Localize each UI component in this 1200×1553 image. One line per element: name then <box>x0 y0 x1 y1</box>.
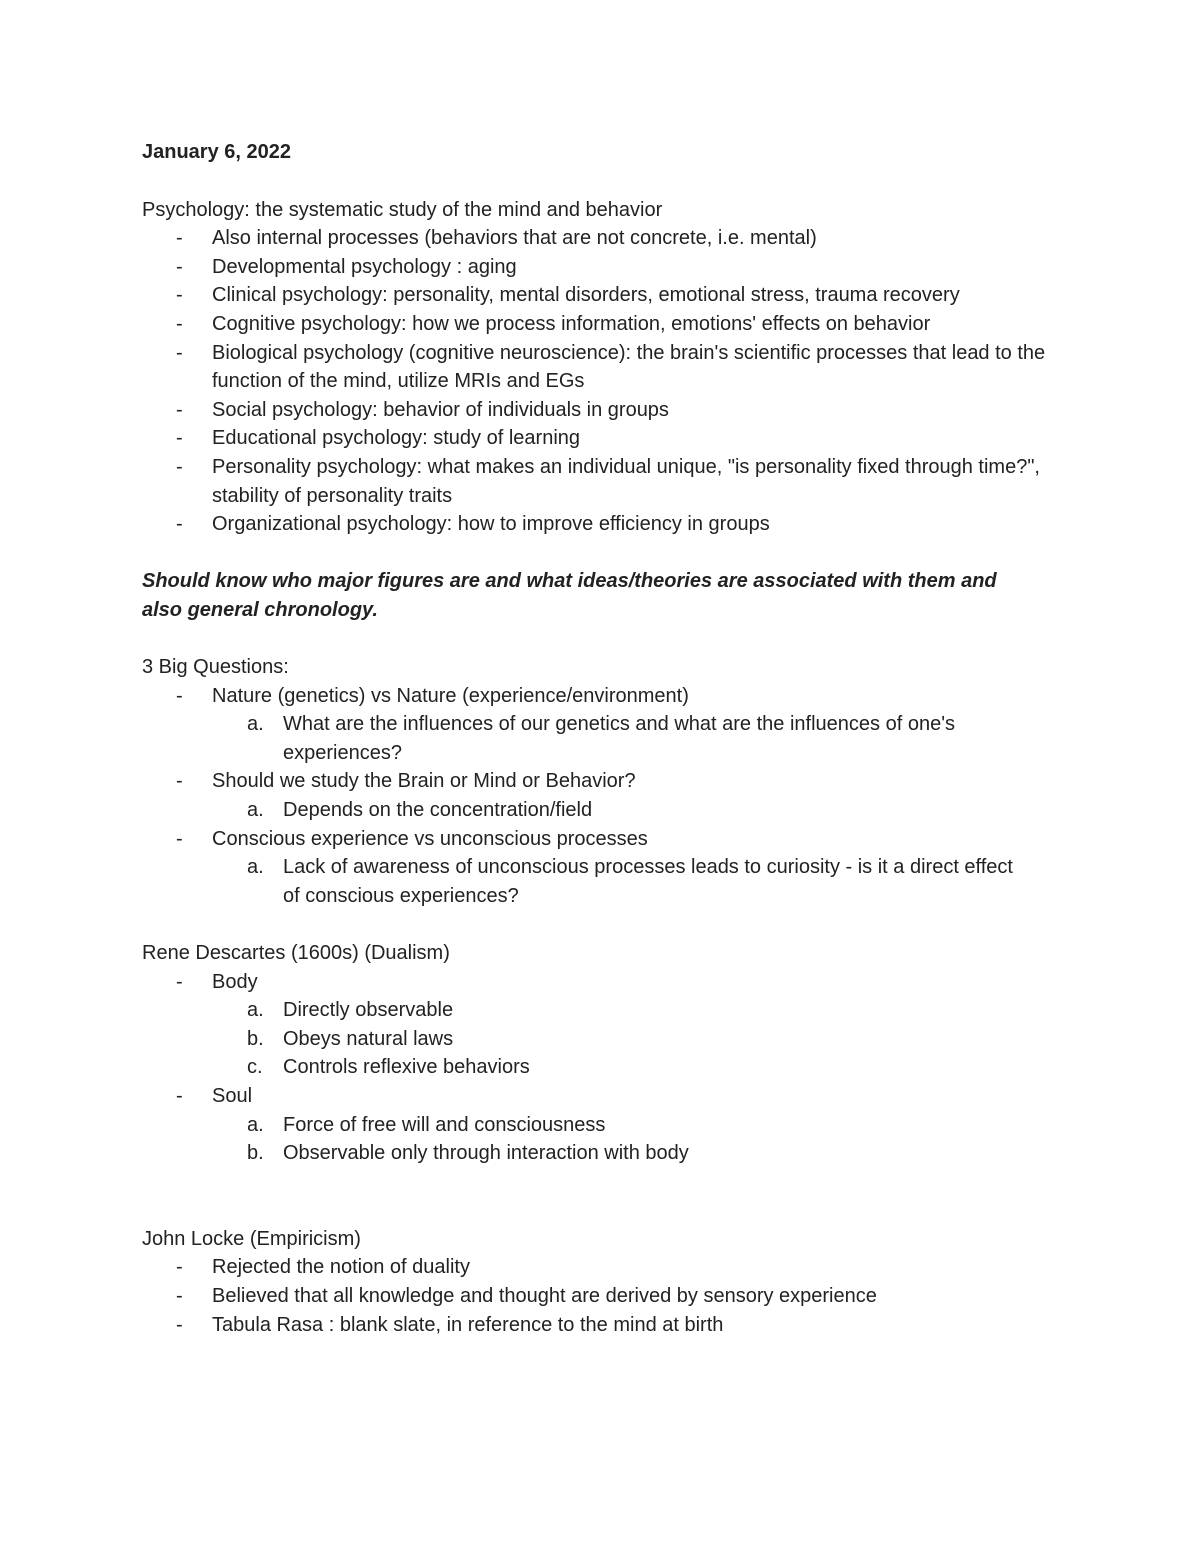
list-item-text: Biological psychology (cognitive neuroscience): the brain's scientific processes that lead to the function of the mind, utilize MRIs and EGs <box>212 341 1046 393</box>
locke-list <box>142 1253 1102 1339</box>
list-item <box>142 224 1102 253</box>
list-item-text: Educational psychology: study of learning <box>212 427 581 450</box>
sub-marker: b. <box>247 1142 264 1165</box>
sub-list-item <box>142 710 1023 767</box>
sub-list-item <box>142 1025 1102 1054</box>
descartes-list <box>142 968 1102 1168</box>
sub-list <box>142 1111 1102 1168</box>
list-item <box>142 682 1102 768</box>
list-item-text: Social psychology: behavior of individuals in groups <box>212 398 669 421</box>
dash-bullet: - <box>176 398 183 421</box>
list-item-text: Soul <box>212 1085 253 1107</box>
dash-bullet: - <box>176 284 183 307</box>
sub-item-text: Observable only through interaction with body <box>283 1142 689 1165</box>
sub-list-item <box>142 796 1102 825</box>
descartes-heading: Rene Descartes (1600s) (Dualism) <box>142 942 450 965</box>
sub-item-text: Directly observable <box>283 999 454 1022</box>
sub-marker: c. <box>247 1056 263 1079</box>
dash-bullet: - <box>176 827 183 850</box>
sub-marker: a. <box>247 999 264 1022</box>
psychology-list <box>142 224 1102 539</box>
list-item-text: Personality psychology: what makes an individual unique, "is personality fixed through time?", stability of personality traits <box>212 455 1040 507</box>
big-questions-list <box>142 682 1102 911</box>
list-item-text: Cognitive psychology: how we process information, emotions' effects on behavior <box>212 312 931 335</box>
sub-item-text: Controls reflexive behaviors <box>283 1056 530 1079</box>
dash-bullet: - <box>176 455 183 478</box>
dash-bullet: - <box>176 427 183 450</box>
sub-list-item <box>142 1053 1102 1082</box>
sub-list-item <box>142 1111 1102 1140</box>
list-item <box>142 339 1052 396</box>
sub-marker: a. <box>247 713 264 736</box>
sub-marker: a. <box>247 1113 264 1136</box>
spacer <box>142 539 1102 568</box>
sub-item-text: Depends on the concentration/field <box>283 799 593 822</box>
sub-item-text: Force of free will and consciousness <box>283 1113 606 1136</box>
list-item <box>142 1253 1102 1282</box>
dash-bullet: - <box>176 1284 183 1307</box>
list-item <box>142 253 1102 282</box>
list-item <box>142 310 1102 339</box>
list-item-text: Tabula Rasa : blank slate, in reference to the mind at birth <box>212 1313 724 1336</box>
dash-bullet: - <box>176 341 183 364</box>
date-heading: January 6, 2022 <box>142 141 291 163</box>
sub-list-item <box>142 853 1023 910</box>
spacer <box>142 1168 1102 1225</box>
dash-bullet: - <box>176 770 183 793</box>
dash-bullet: - <box>176 312 183 335</box>
big-questions-section <box>142 653 1102 910</box>
list-item <box>142 767 1102 824</box>
descartes-section <box>142 939 1102 1168</box>
list-item <box>142 1311 1102 1340</box>
sub-list <box>142 710 1102 767</box>
list-item-text: Body <box>212 970 258 993</box>
sub-item-text: Obeys natural laws <box>283 1027 454 1050</box>
list-item <box>142 825 1102 911</box>
list-item-text: Rejected the notion of duality <box>212 1256 470 1279</box>
list-item <box>142 1082 1102 1168</box>
list-item <box>142 510 1102 539</box>
list-item-text: Organizational psychology: how to improve efficiency in groups <box>212 513 770 536</box>
list-item <box>142 424 1102 453</box>
sub-marker: a. <box>247 856 264 879</box>
dash-bullet: - <box>176 513 183 536</box>
list-item-text: Also internal processes (behaviors that are not concrete, i.e. mental) <box>212 227 817 250</box>
dash-bullet: - <box>176 227 183 250</box>
list-item-text: Nature (genetics) vs Nature (experience/environment) <box>212 684 689 707</box>
list-item-text: Believed that all knowledge and thought are derived by sensory experience <box>212 1284 877 1307</box>
list-item-text: Should we study the Brain or Mind or Behavior? <box>212 770 636 793</box>
dash-bullet: - <box>176 1085 183 1107</box>
list-item <box>142 1282 1102 1311</box>
list-item <box>142 968 1102 1082</box>
dash-bullet: - <box>176 255 183 278</box>
list-item-text: Clinical psychology: personality, mental disorders, emotional stress, trauma recovery <box>212 284 960 307</box>
sub-item-text: What are the influences of our genetics and what are the influences of one's experiences? <box>283 713 956 764</box>
spacer <box>142 625 1102 654</box>
big-questions-heading: 3 Big Questions: <box>142 656 289 679</box>
document-page <box>142 138 1102 1339</box>
dash-bullet: - <box>176 1256 183 1279</box>
dash-bullet: - <box>176 970 183 993</box>
sub-list-item <box>142 996 1102 1025</box>
psychology-section <box>142 196 1102 539</box>
sub-list <box>142 796 1102 825</box>
dash-bullet: - <box>176 1313 183 1336</box>
locke-section <box>142 1225 1102 1339</box>
dash-bullet: - <box>176 684 183 707</box>
sub-marker: a. <box>247 799 264 822</box>
sub-item-text: Lack of awareness of unconscious processes leads to curiosity - is it a direct effect of conscious experiences? <box>283 856 1013 907</box>
list-item <box>142 396 1102 425</box>
locke-heading: John Locke (Empiricism) <box>142 1227 361 1250</box>
list-item-text: Conscious experience vs unconscious processes <box>212 827 648 850</box>
sub-list <box>142 996 1102 1082</box>
sub-marker: b. <box>247 1027 264 1050</box>
psychology-heading: Psychology: the systematic study of the mind and behavior <box>142 198 663 221</box>
list-item <box>142 281 1102 310</box>
list-item <box>142 453 1042 510</box>
study-note: Should know who major figures are and what ideas/theories are associated with them and also general chronology. <box>142 570 997 621</box>
list-item-text: Developmental psychology : aging <box>212 255 517 278</box>
sub-list <box>142 853 1102 910</box>
spacer <box>142 910 1102 939</box>
sub-list-item <box>142 1139 1102 1168</box>
